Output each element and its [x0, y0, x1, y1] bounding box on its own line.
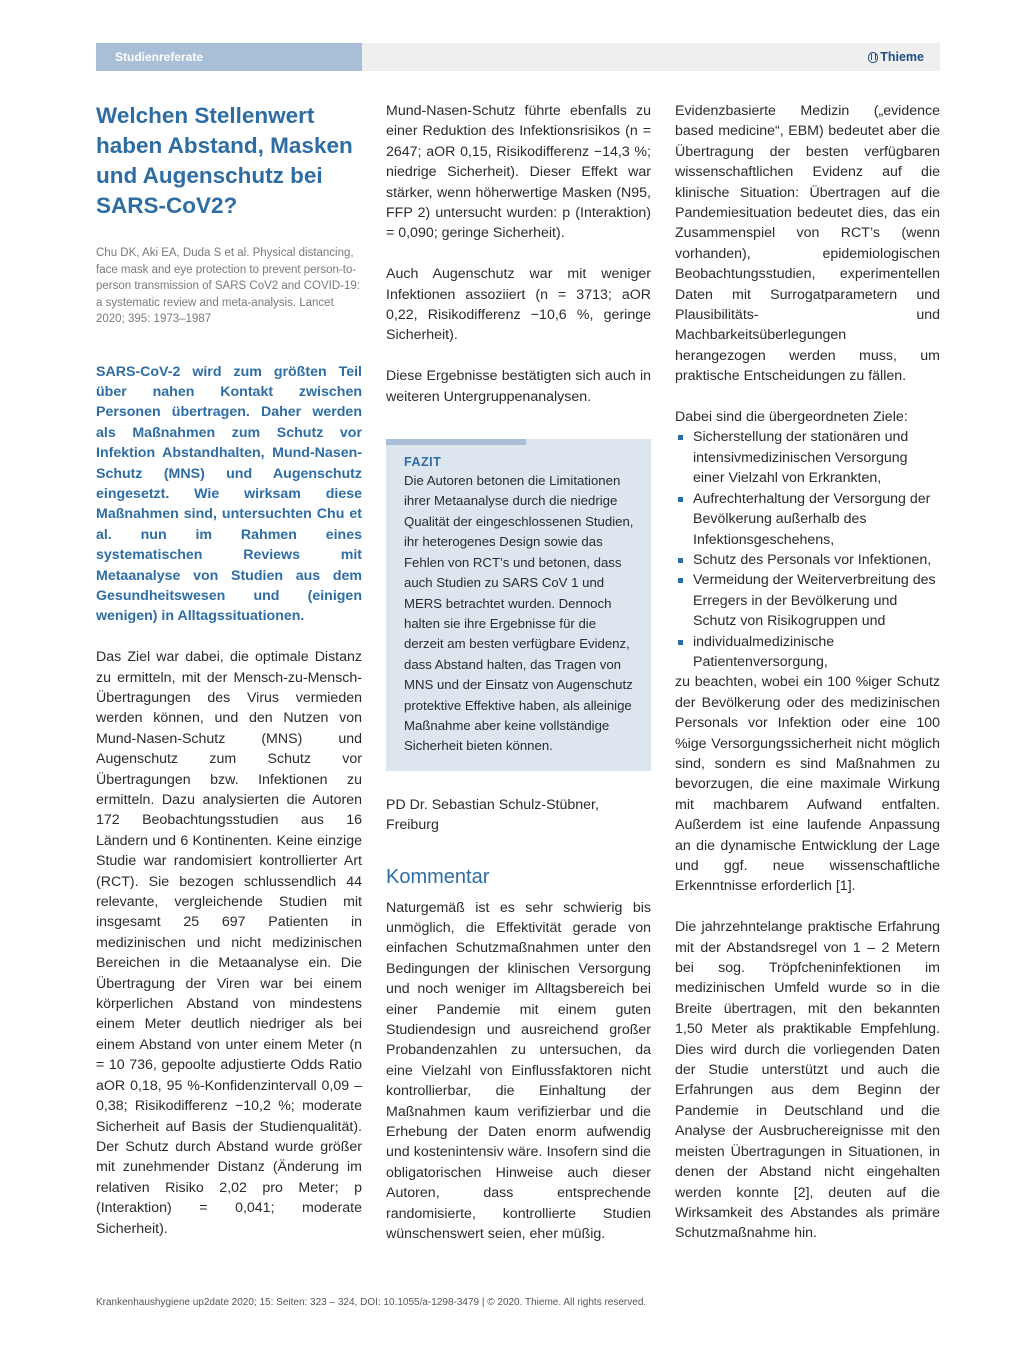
goals-list	[675, 427, 940, 672]
fazit-box	[386, 439, 651, 771]
thieme-logo-icon	[868, 52, 878, 63]
column-1	[96, 101, 362, 1239]
body-paragraph: Diese Ergebnisse bestätigten sich auch in weiteren Untergruppenanalysen.	[386, 368, 651, 405]
section-label: Studienreferate	[96, 43, 362, 71]
body-paragraph: zu beachten, wobei ein 100 %iger Schutz der Bevölkerung oder des medizinischen Personals vor Infektion oder eine 100 %ige Versorgungssicherheit nicht möglich sind, sondern es sind Maßnahmen zu bevorzugen, die eine maximale Wirkung mit machbarem Aufwand entfalten. Außerdem ist eine laufende Anpassung an die dynamische Entwicklung der Lage und ggf. neue wissenschaftliche Erkenntnisse erforderlich [1].	[675, 674, 940, 895]
citation: Chu DK, Aki EA, Duda S et al. Physical distancing, face mask and eye protection to prevent person-to-person transmission of SARS CoV2 and COVID-19: a systematic review and meta-analysis. Lancet 2020; 395: 1973–1987	[96, 247, 360, 325]
list-item: Schutz des Personals vor Infektionen,	[675, 550, 940, 570]
publisher-logo	[868, 43, 924, 71]
running-header	[96, 43, 940, 71]
body-paragraph: Die jahrzehntelange praktische Erfahrung mit der Abstandsregel von 1 – 2 Metern bei sog. Tröpfcheninfektionen im medizinischen Umfeld wurde so in die Breite übertragen, mit den bekannten 1,50 Meter als praktikable Empfehlung. Dies wird durch die vorliegenden Daten der Studie unterstützt und auch die Erfahrungen aus dem Beginn der Pandemie in Deutschland und die Analyse der Ausbruchereignisse mit den meisten Übertragungen in Situationen, in denen der Abstand nicht eingehalten werden konnte [2], deuten auf die Wirksamkeit des Abstandes als primäre Schutzmaßnahme hin.	[675, 919, 940, 1242]
list-item: individualmedizinische Patientenversorgung,	[675, 632, 940, 673]
body-paragraph: Naturgemäß ist es sehr schwierig bis unmöglich, die Effektivität gerade von einfachen Schutzmaßnahmen unter den Bedingungen der klinischen Versorgung und noch weniger im Alltagsbereich bei einer Pandemie mit einem guten Studiendesign und ausreichend großer Probandenzahlen zu untersuchen, da eine Vielzahl von Einflussfaktoren nicht kontrollierbar, die Einhaltung der Maßnahmen kaum verifizierbar und die Erhebung der Daten enorm aufwendig und kostenintensiv wäre. Insofern sind die obligatorischen Hinweise auch dieser Autoren, dass entsprechende randomisierte, kontrollierte Studien wünschenswert seien, eher müßig.	[386, 899, 651, 1243]
goals-intro: Dabei sind die übergeordneten Ziele:	[675, 409, 908, 426]
body-paragraph: Das Ziel war dabei, die optimale Distanz zu ermitteln, mit der Mensch-zu-Mensch-Übertragungen des Virus vermieden werden können, und den Nutzen von Mund-Nasen-Schutz (MNS) und Augenschutz zum Schutz vor Übertragungen bzw. Infektionen zu ermitteln. Dazu analysierten die Autoren 172 Beobachtungsstudien aus 16 Ländern und 6 Kontinenten. Keine einzige Studie war randomisiert kontrollierter Art (RCT). Sie bezogen schlussendlich 44 relevante, vergleichende Studien mit insgesamt 25 697 Patienten in medizinischen und nicht medizinischen Bereichen in die Metaanalyse ein. Die Übertragung der Viren war bei einem körperlichen Abstand von mindestens einem Meter deutlich niedriger als bei einem Abstand von unter einem Meter (n = 10 736, gepoolte adjustierte Odds Ratio aOR 0,18, 95 %-Konfidenzintervall 0,09 – 0,38; Risikodifferenz −10,2 %; moderate Sicherheit auf Basis der Studienqualität). Der Schutz durch Abstand wurde größer mit zunehmender Distanz (Änderung im relativen Risiko 2,02 pro Meter; p (Interaktion) = 0,041; moderate Sicherheit).	[96, 649, 362, 1237]
body-paragraph: Evidenzbasierte Medizin („evidence based medicine“, EBM) bedeutet aber die Übertragung der besten verfügbaren wissenschaftlichen Evidenz auf die klinische Situation: Übertragen auf die Pandemiesituation bedeutet dies, das ein Zusammenspiel von RCT’s (wenn vorhanden), epidemiologischen Beobachtungsstudien, experimentellen Daten mit Surrogatparametern und Plausibilitäts- und Machbarkeitsüberlegungen herangezogen werden muss, um praktische Entscheidungen zu fällen.	[675, 103, 940, 385]
list-item: Aufrechterhaltung der Versorgung der Bevölkerung außerhalb des Infektionsgeschehens,	[675, 489, 940, 550]
author-line: PD Dr. Sebastian Schulz-Stübner, Freiburg	[386, 796, 599, 834]
list-item: Vermeidung der Weiterverbreitung des Erregers in der Bevölkerung und Schutz von Risikogruppen und	[675, 570, 940, 631]
column-3	[675, 101, 940, 1244]
footer-citation: Krankenhaushygiene up2date 2020; 15: Seiten: 323 – 324, DOI: 10.1055/a-1298-3479 | © 2020. Thieme. All rights reserved.	[96, 1297, 647, 1308]
column-2	[386, 101, 651, 1244]
fazit-text: Die Autoren betonen die Limitationen ihrer Metaanalyse durch die niedrige Qualität der eingeschlossenen Studien, ihr heterogenes Design sowie das Fehlen von RCT’s und betonen, dass auch Studien zu SARS CoV 1 und MERS betrachtet wurden. Dennoch halten sie ihre Ergebnisse für die derzeit am besten verfügbare Evidenz, dass Abstand halten, das Tragen von MNS und der Einsatz von Augenschutz protektive Effektive haben, als alleinige Maßnahme aber keine vollständige Sicherheit bieten können.	[404, 473, 634, 754]
kommentar-heading: Kommentar	[386, 865, 490, 888]
lead-paragraph: SARS-CoV-2 wird zum größten Teil über nahen Kontakt zwischen Personen übertragen. Daher werden als Maßnahmen zum Schutz vor Infektion Abstandhalten, Mund-Nasen-Schutz (MNS) und Augenschutz eingesetzt. Wie wirksam diese Maßnahmen sind, untersuchten Chu et al. nun im Rahmen eines systematischen Reviews mit Metaanalyse von Studien aus dem Gesundheitswesen und (einigen wenigen) in Alltagssituationen.	[96, 363, 362, 625]
fazit-title: FAZIT	[404, 455, 442, 470]
body-paragraph: Mund-Nasen-Schutz führte ebenfalls zu einer Reduktion des Infektionsrisikos (n = 2647; aOR 0,15, Risikodifferenz −14,3 %; niedrige Sicherheit). Dieser Effekt war stärker, wenn höherwertige Masken (N95, FFP 2) untersucht wurden: p (Interaktion) = 0,090; geringe Sicherheit).	[386, 103, 651, 242]
publisher-name: Thieme	[880, 50, 924, 64]
list-item: Sicherstellung der stationären und intensivmedizinischen Versorgung einer Vielzahl von Erkrankten,	[675, 427, 940, 488]
article-title: Welchen Stellenwert haben Abstand, Masken und Augenschutz bei SARS-CoV2?	[96, 103, 353, 218]
body-paragraph: Auch Augenschutz war mit weniger Infektionen assoziiert (n = 3713; aOR 0,22, Risikodifferenz −10,6 %, geringe Sicherheit).	[386, 266, 651, 344]
